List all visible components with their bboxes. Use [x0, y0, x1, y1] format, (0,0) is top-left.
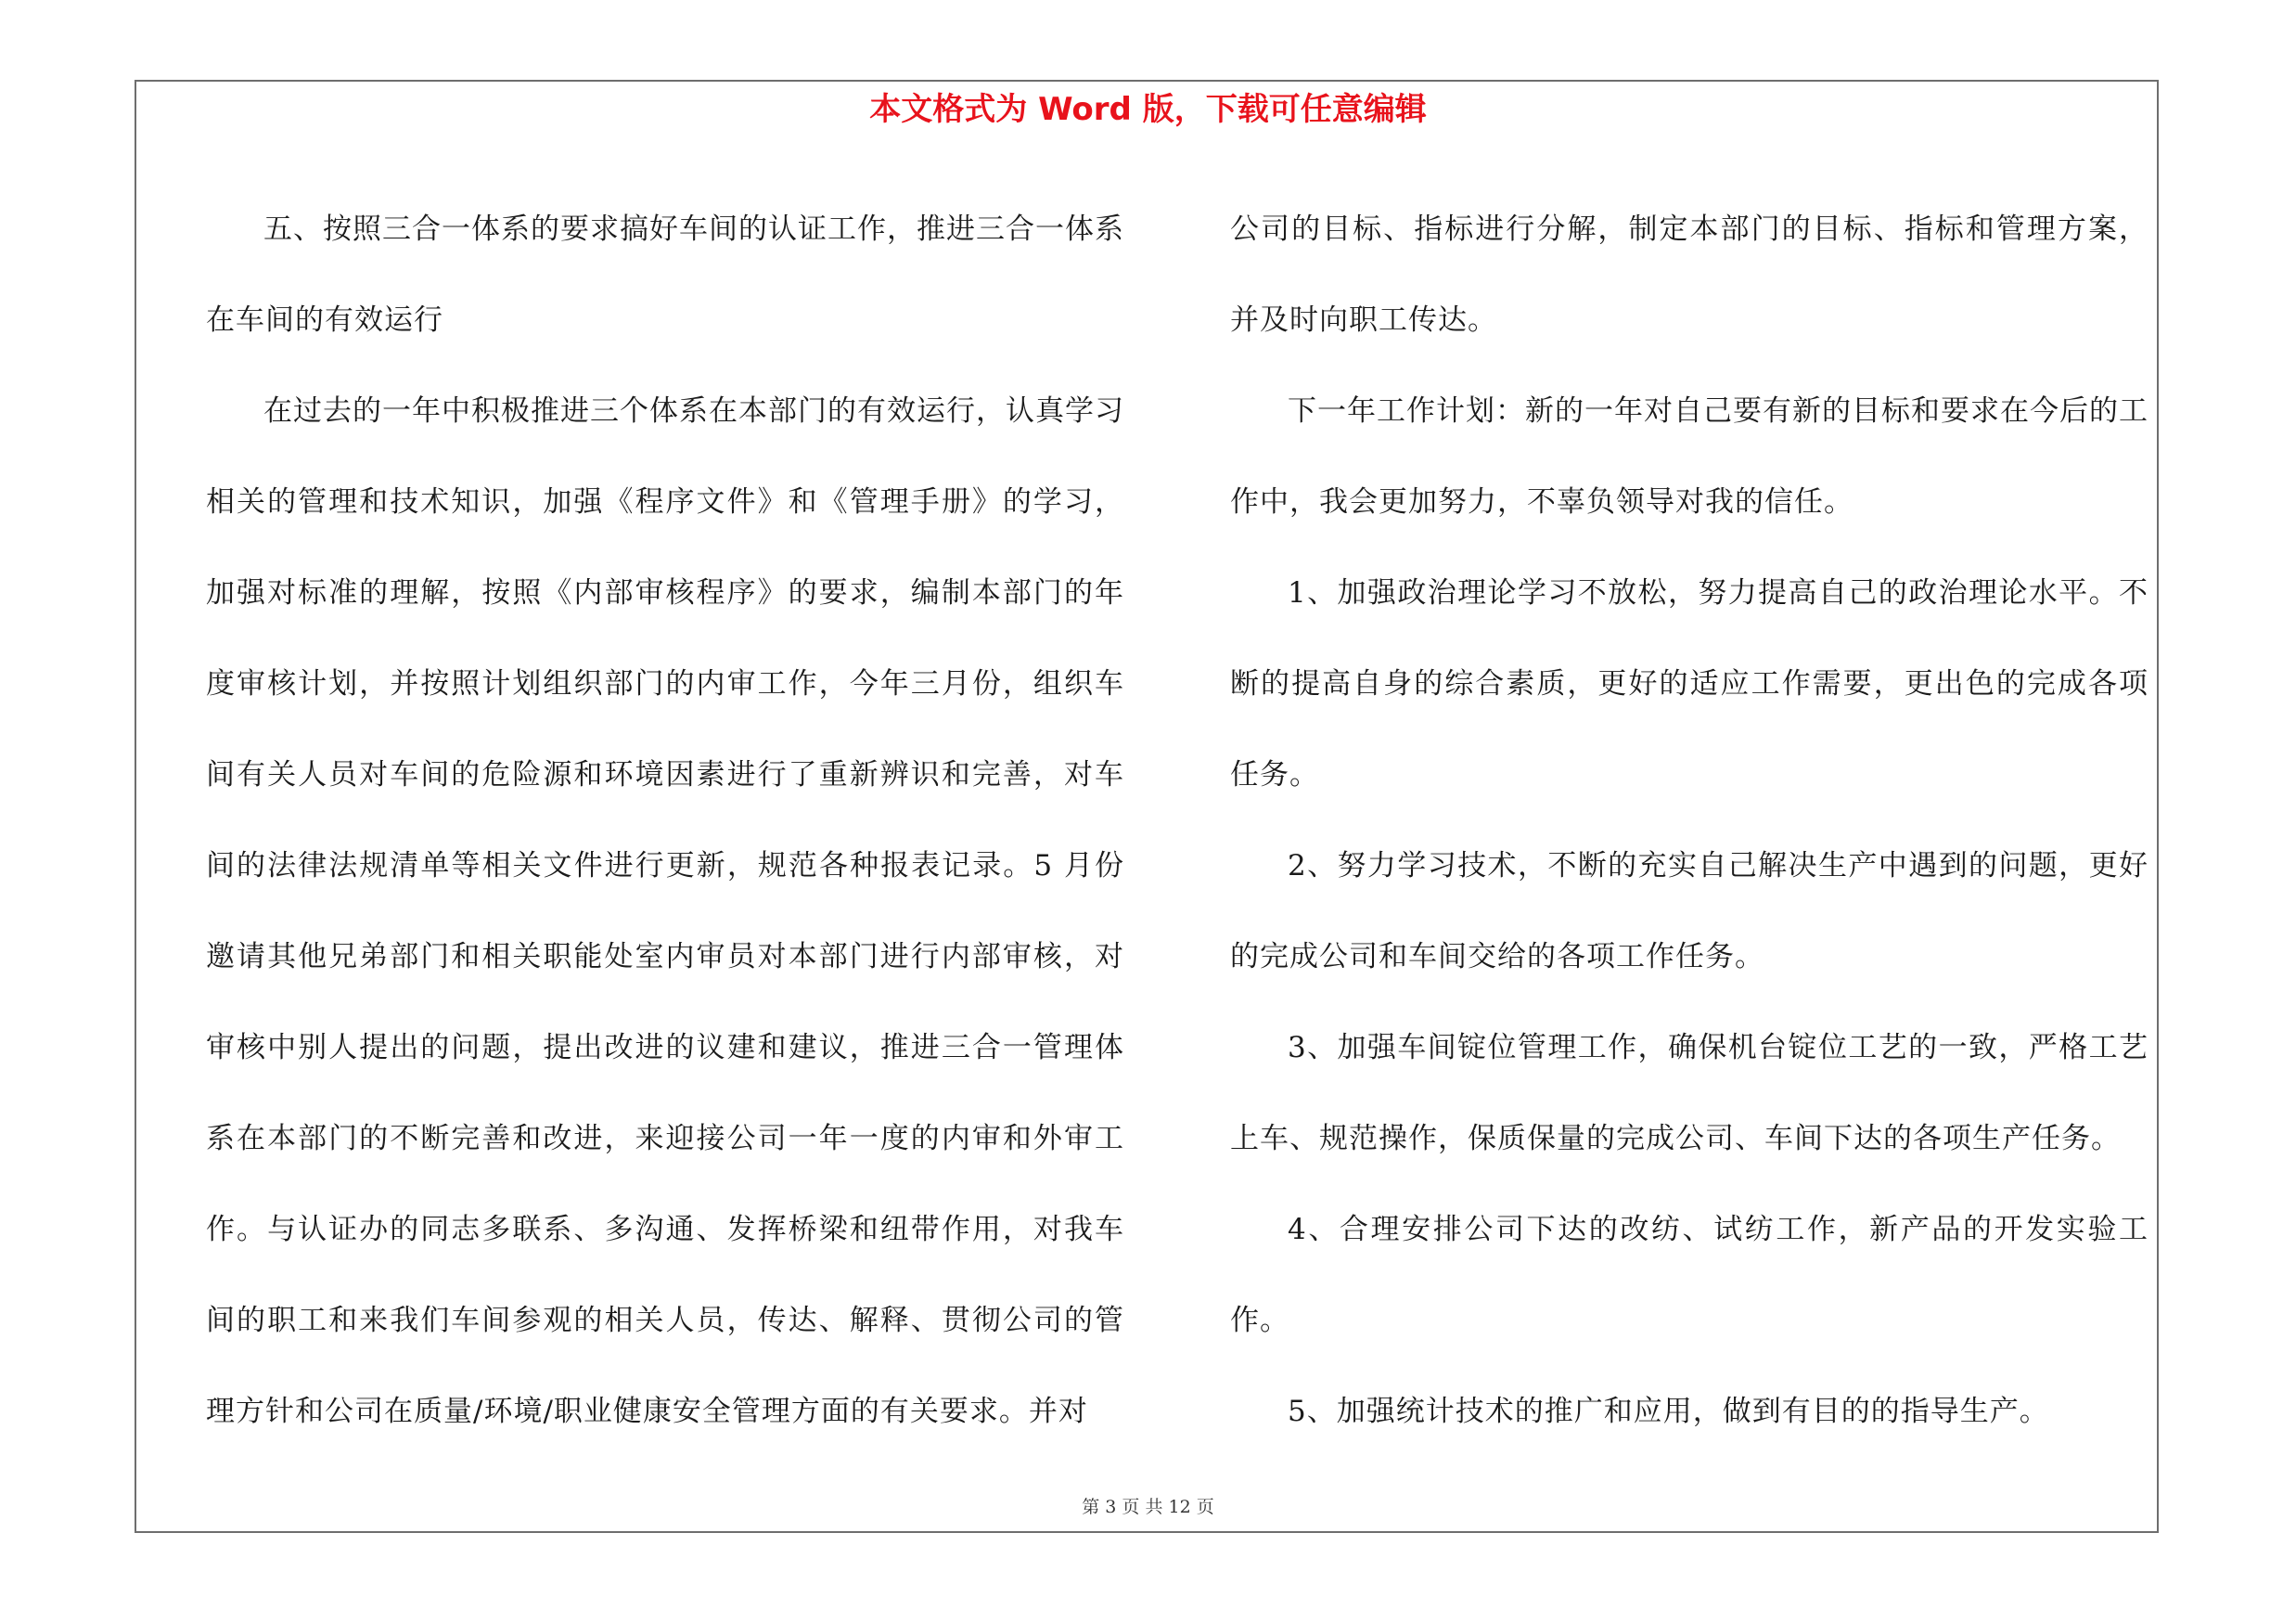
left-column: [206, 184, 1124, 1457]
format-banner: 本文格式为 Word 版，下载可任意编辑: [869, 91, 1427, 128]
paragraph: 公司的目标、指标进行分解，制定本部门的目标、指标和管理方案，并及时向职工传达。: [1230, 213, 2148, 337]
paragraph: 在过去的一年中积极推进三个体系在本部门的有效运行，认真学习相关的管理和技术知识，加强《程序文件》和《管理手册》的学习，加强对标准的理解，按照《内部审核程序》的要求，编制本部门的年度审核计划，并按照计划组织部门的内审工作，今年三月份，组织车间有关人员对车间的危险源和环境因素进行了重新辨识和完善，对车间的法律法规清单等相关文件进行更新，规范各种报表记录。5 月份邀请其他兄弟部门和相关职能处室内审员对本部门进行内部审核，对审核中别人提出的问题，提出改进的议建和建议，推进三合一管理体系在本部门的不断完善和改进，来迎接公司一年一度的内审和外审工作。与认证办的同志多联系、多沟通、发挥桥梁和纽带作用，对我车间的职工和来我们车间参观的相关人员，传达、解释、贯彻公司的管理方针和公司在质量/环境/职业健康安全管理方面的有关要求。并对: [206, 394, 1124, 1428]
page-number: 第 3 页 共 12 页: [1082, 1497, 1214, 1517]
paragraph: 1、加强政治理论学习不放松，努力提高自己的政治理论水平。不断的提高自身的综合素质，更好的适应工作需要，更出色的完成各项任务。: [1230, 576, 2148, 792]
paragraph: 五、按照三合一体系的要求搞好车间的认证工作，推进三合一体系在车间的有效运行: [206, 213, 1124, 337]
paragraph: 3、加强车间锭位管理工作，确保机台锭位工艺的一致，严格工艺上车、规范操作，保质保量的完成公司、车间下达的各项生产任务。: [1230, 1031, 2148, 1155]
paragraph: 下一年工作计划：新的一年对自己要有新的目标和要求在今后的工作中，我会更加努力，不辜负领导对我的信任。: [1230, 394, 2148, 519]
paragraph: 2、努力学习技术，不断的充实自己解决生产中遇到的问题，更好的完成公司和车间交给的各项工作任务。: [1230, 849, 2148, 973]
paragraph: 5、加强统计技术的推广和应用，做到有目的的指导生产。: [1288, 1395, 2049, 1428]
paragraph: 4、合理安排公司下达的改纺、试纺工作，新产品的开发实验工作。: [1230, 1213, 2148, 1337]
right-column: [1230, 184, 2148, 1457]
